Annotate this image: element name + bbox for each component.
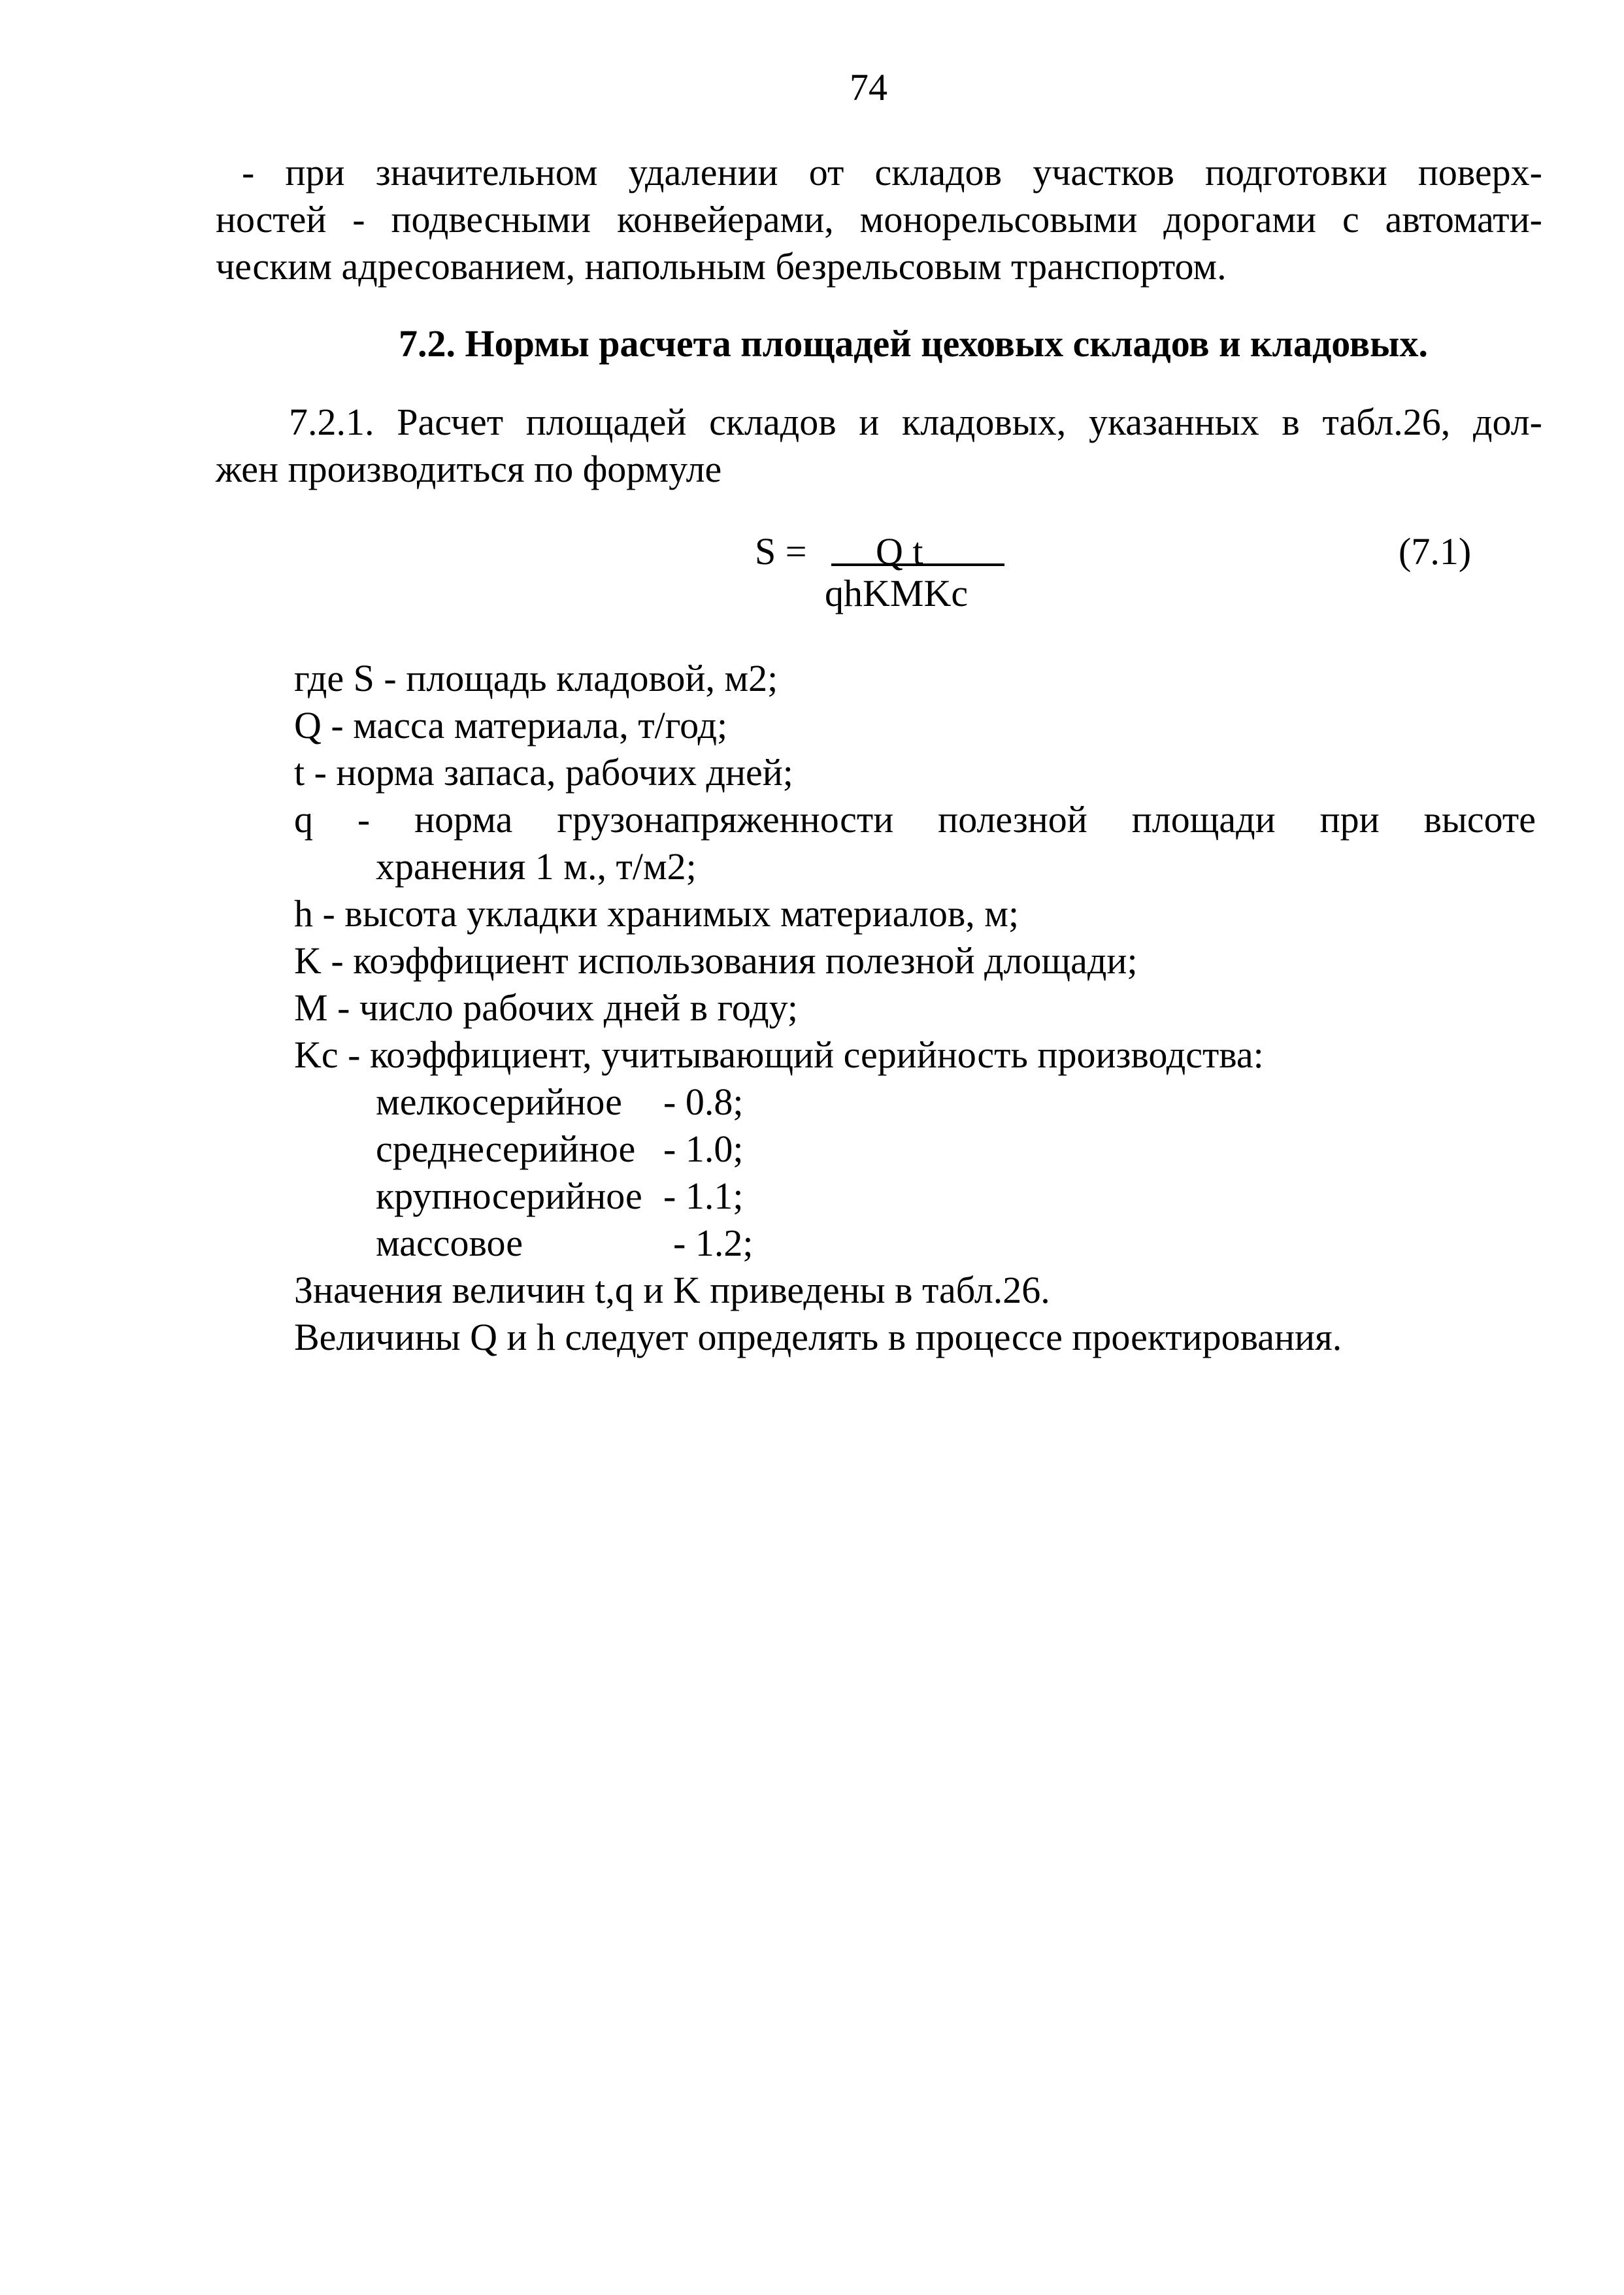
series-value: - 1.1; [663,1175,744,1217]
formula-lhs: S = [755,530,807,573]
para-line: жен производиться по формуле [216,448,722,490]
definition-item: K - коэффициент использования полезной длощади; [294,939,1138,982]
para-line: 7.2.1. Расчет площадей складов и кладовых, указанных в табл.26, дол- [289,401,1542,443]
definition-item: t - норма запаса, рабочих дней; [294,751,793,794]
series-name: массовое [376,1222,523,1264]
series-value: - 0.8; [663,1080,744,1123]
definitions-list [294,655,793,796]
definition-item: h - высота укладки хранимых материалов, м; [294,892,1019,935]
series-list [376,1079,753,1267]
intro-line: - при значительном удалении от складов участков подготовки поверх- [242,151,1542,193]
definition-item-q: q - норма грузонапряженности полезной площади при высоте [294,798,1536,841]
closing-text [294,1267,1342,1361]
series-name: крупносерийное [376,1175,642,1217]
series-name: среднесерийное [376,1128,636,1170]
series-value: - 1.0; [663,1128,744,1170]
intro-line: ческим адресованием, напольным безрельсовым транспортом. [216,245,1227,288]
series-row [376,1220,753,1267]
paragraph-7-2-1 [216,399,1542,493]
series-row [376,1173,753,1220]
series-name: мелкосерийное [376,1080,622,1123]
definition-item-q-cont: хранения 1 м., т/м2; [376,845,697,888]
section-heading: 7.2. Нормы расчета площадей цеховых складов и кладовых. [399,322,1428,365]
definition-item: M - число рабочих дней в году; [294,986,798,1029]
definition-item: Kc - коэффициент, учитывающий серийность производства: [294,1033,1264,1076]
closing-line: Величины Q и h следует определять в процессе проектирования. [294,1316,1342,1358]
definition-item: где S - площадь кладовой, м2; [294,657,778,699]
definitions-list-2 [294,890,1264,1079]
formula-number: (7.1) [1399,530,1472,573]
series-row [376,1126,753,1173]
formula-numerator: Q t [876,530,923,573]
page-number: 74 [850,66,887,109]
definition-item: Q - масса материала, т/год; [294,704,728,746]
formula-denominator: qhKMKc [825,572,969,614]
series-value: - 1.2; [673,1222,754,1264]
intro-paragraph [216,149,1542,290]
closing-line: Значения величин t,q и K приведены в табл.26. [294,1269,1050,1311]
fraction-bar [831,563,1004,566]
series-row [376,1079,753,1126]
intro-line: ностей - подвесными конвейерами, монорельсовыми дорогами с автомати- [216,198,1542,241]
